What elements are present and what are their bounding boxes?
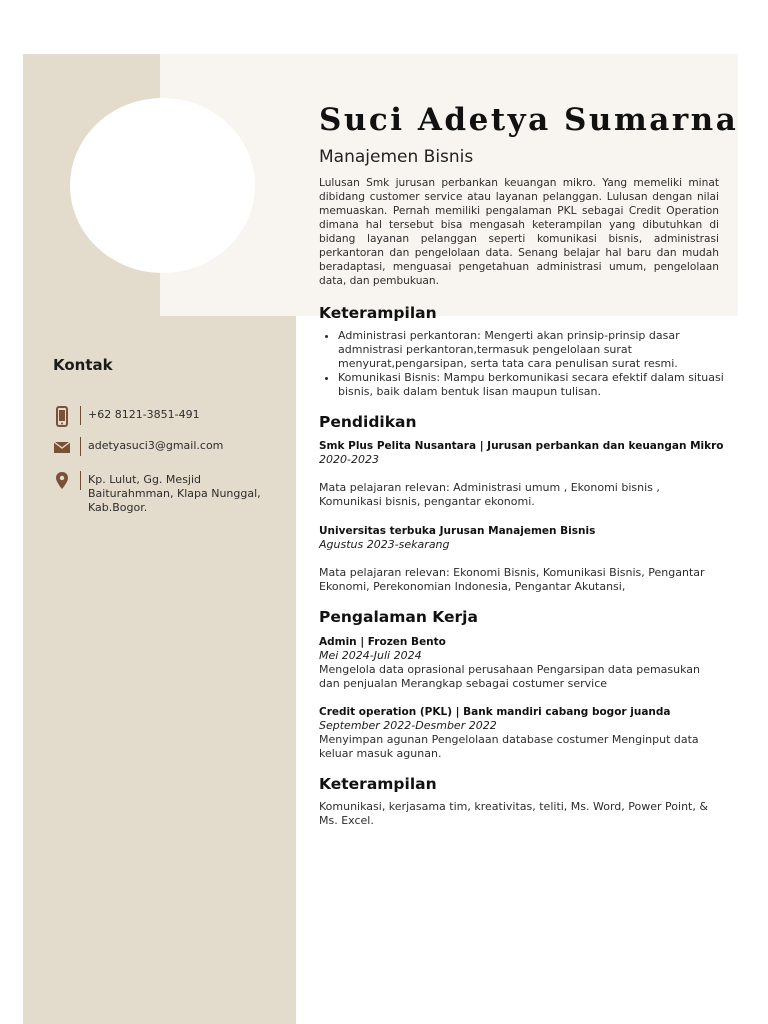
experience-heading: Pengalaman Kerja bbox=[319, 608, 478, 626]
contact-email bbox=[53, 437, 278, 459]
profile-summary: Lulusan Smk jurusan perbankan keuangan mikro. Yang memeliki minat dibidang customer service atau layanan pelanggan. Lulusan dengan nilai memuaskan. Pernah memiliki pengalaman PKL sebagai Credit Operation dimana hal tersebut bisa mengasah keterampilan yang dibutuhkan di bidang layanan pelanggan seperti komunikasi bisnis, administrasi perkantoran dan pengelolaan data. Senang belajar hal baru dan mudah beradaptasi, menguasai pengetahuan administrasi umum, pengelolaan data, dan pembukuan. bbox=[319, 177, 719, 287]
skills-summary-text: Komunikasi, kerjasama tim, kreativitas, teliti, Ms. Word, Power Point, & Ms. Excel. bbox=[319, 800, 708, 827]
envelope-icon bbox=[53, 437, 71, 457]
contact-separator bbox=[80, 406, 81, 425]
education-school: Smk Plus Pelita Nusantara | Jurusan perbankan dan keuangan Mikro bbox=[319, 440, 724, 452]
experience-dates: September 2022-Desmber 2022 bbox=[319, 719, 497, 732]
skill-item: • Administrasi perkantoran: Mengerti akan prinsip-prinsip dasar admnistrasi perkantoran,termasuk pengelolaan surat menyurat,pengarsipan, serta tata cara penulisan surat resmi. bbox=[338, 329, 724, 371]
contact-separator bbox=[80, 471, 81, 490]
experience-dates: Mei 2024-Juli 2024 bbox=[319, 649, 422, 662]
contact-heading: Kontak bbox=[53, 356, 113, 374]
skills-heading: Keterampilan bbox=[319, 304, 437, 322]
phone-number[interactable]: +62 8121-3851-491 bbox=[88, 408, 200, 421]
resume-title: Manajemen Bisnis bbox=[319, 147, 474, 167]
address-text: Kp. Lulut, Gg. Mesjid Baiturahmman, Klapa Nunggal, Kab.Bogor. bbox=[88, 473, 261, 514]
education-details: Mata pelajaran relevan: Administrasi umum , Ekonomi bisnis , Komunikasi bisnis, pengantar ekonomi. bbox=[319, 481, 660, 508]
email-address[interactable]: adetyasuci3@gmail.com bbox=[88, 439, 224, 452]
education-dates: Agustus 2023-sekarang bbox=[319, 538, 450, 551]
experience-entry bbox=[319, 635, 724, 691]
phone-icon bbox=[53, 406, 71, 426]
experience-role: Credit operation (PKL) | Bank mandiri cabang bogor juanda bbox=[319, 706, 671, 718]
education-heading: Pendidikan bbox=[319, 413, 417, 431]
contact-phone bbox=[53, 406, 278, 428]
profile-photo-placeholder bbox=[70, 98, 255, 273]
skills-summary-heading: Keterampilan bbox=[319, 775, 437, 793]
education-entry bbox=[319, 439, 724, 509]
skills-list bbox=[319, 329, 724, 399]
main-content bbox=[319, 304, 724, 828]
experience-entry bbox=[319, 705, 724, 761]
skill-item: • Komunikasi Bisnis: Mampu berkomunikasi secara efektif dalam situasi bisnis, baik dalam bentuk lisan maupun tulisan. bbox=[338, 371, 724, 399]
education-school: Universitas terbuka Jurusan Manajemen Bisnis bbox=[319, 525, 596, 537]
experience-details: Menyimpan agunan Pengelolaan database costumer Menginput data keluar masuk agunan. bbox=[319, 733, 699, 760]
education-dates: 2020-2023 bbox=[319, 453, 379, 466]
contact-address bbox=[53, 471, 278, 517]
experience-role: Admin | Frozen Bento bbox=[319, 636, 446, 648]
education-details: Mata pelajaran relevan: Ekonomi Bisnis, Komunikasi Bisnis, Pengantar Ekonomi, Perekonomian Indonesia, Pengantar Akutansi, bbox=[319, 566, 705, 593]
contact-separator bbox=[80, 437, 81, 456]
resume-name: Suci Adetya Sumarna bbox=[319, 102, 739, 138]
experience-details: Mengelola data oprasional perusahaan Pengarsipan data pemasukan dan penjualan Merangkap sebagai costumer service bbox=[319, 663, 701, 690]
map-pin-icon bbox=[53, 471, 71, 491]
education-entry bbox=[319, 524, 724, 594]
